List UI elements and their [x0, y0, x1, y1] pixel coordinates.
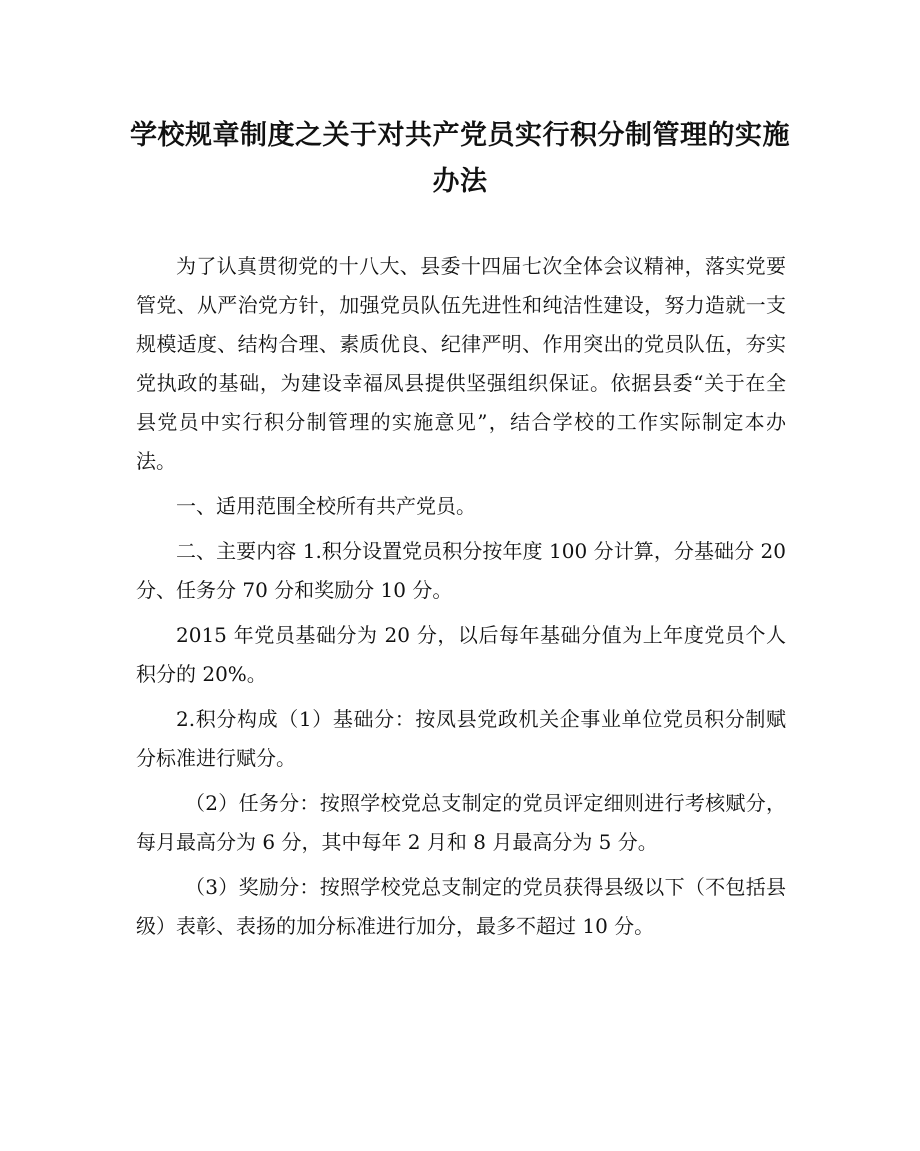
paragraph-scope: 一、适用范围全校所有共产党员。: [176, 494, 476, 518]
document-body: [136, 247, 786, 952]
paragraph-main-content: 二、主要内容 1.积分设置党员积分按年度 100 分计算，分基础分 20 分、任务分 70 分和奖励分 10 分。: [136, 539, 786, 602]
document-title: 学校规章制度之关于对共产党员实行积分制管理的实施办法: [130, 120, 790, 197]
paragraph-base-score-2015: 2015 年党员基础分为 20 分，以后每年基础分值为上年度党员个人积分的 20%。: [136, 623, 786, 686]
paragraph-intro: 为了认真贯彻党的十八大、县委十四届七次全体会议精神，落实党要管党、从严治党方针，加强党员队伍先进性和纯洁性建设，努力造就一支规模适度、结构合理、素质优良、纪律严明、作用突出的党员队伍，夯实党执政的基础，为建设幸福凤县提供坚强组织保证。依据县委“关于在全县党员中实行积分制管理的实施意见”，结合学校的工作实际制定本办法。: [136, 254, 786, 473]
paragraph-score-composition: 2.积分构成（1）基础分：按凤县党政机关企事业单位党员积分制赋分标准进行赋分。: [136, 707, 786, 770]
paragraph-task-score: （2）任务分：按照学校党总支制定的党员评定细则进行考核赋分，每月最高分为 6 分，其中每年 2 月和 8 月最高分为 5 分。: [136, 791, 786, 854]
paragraph-reward-score: （3）奖励分：按照学校党总支制定的党员获得县级以下（不包括县级）表彰、表扬的加分标准进行加分，最多不超过 10 分。: [136, 875, 786, 938]
